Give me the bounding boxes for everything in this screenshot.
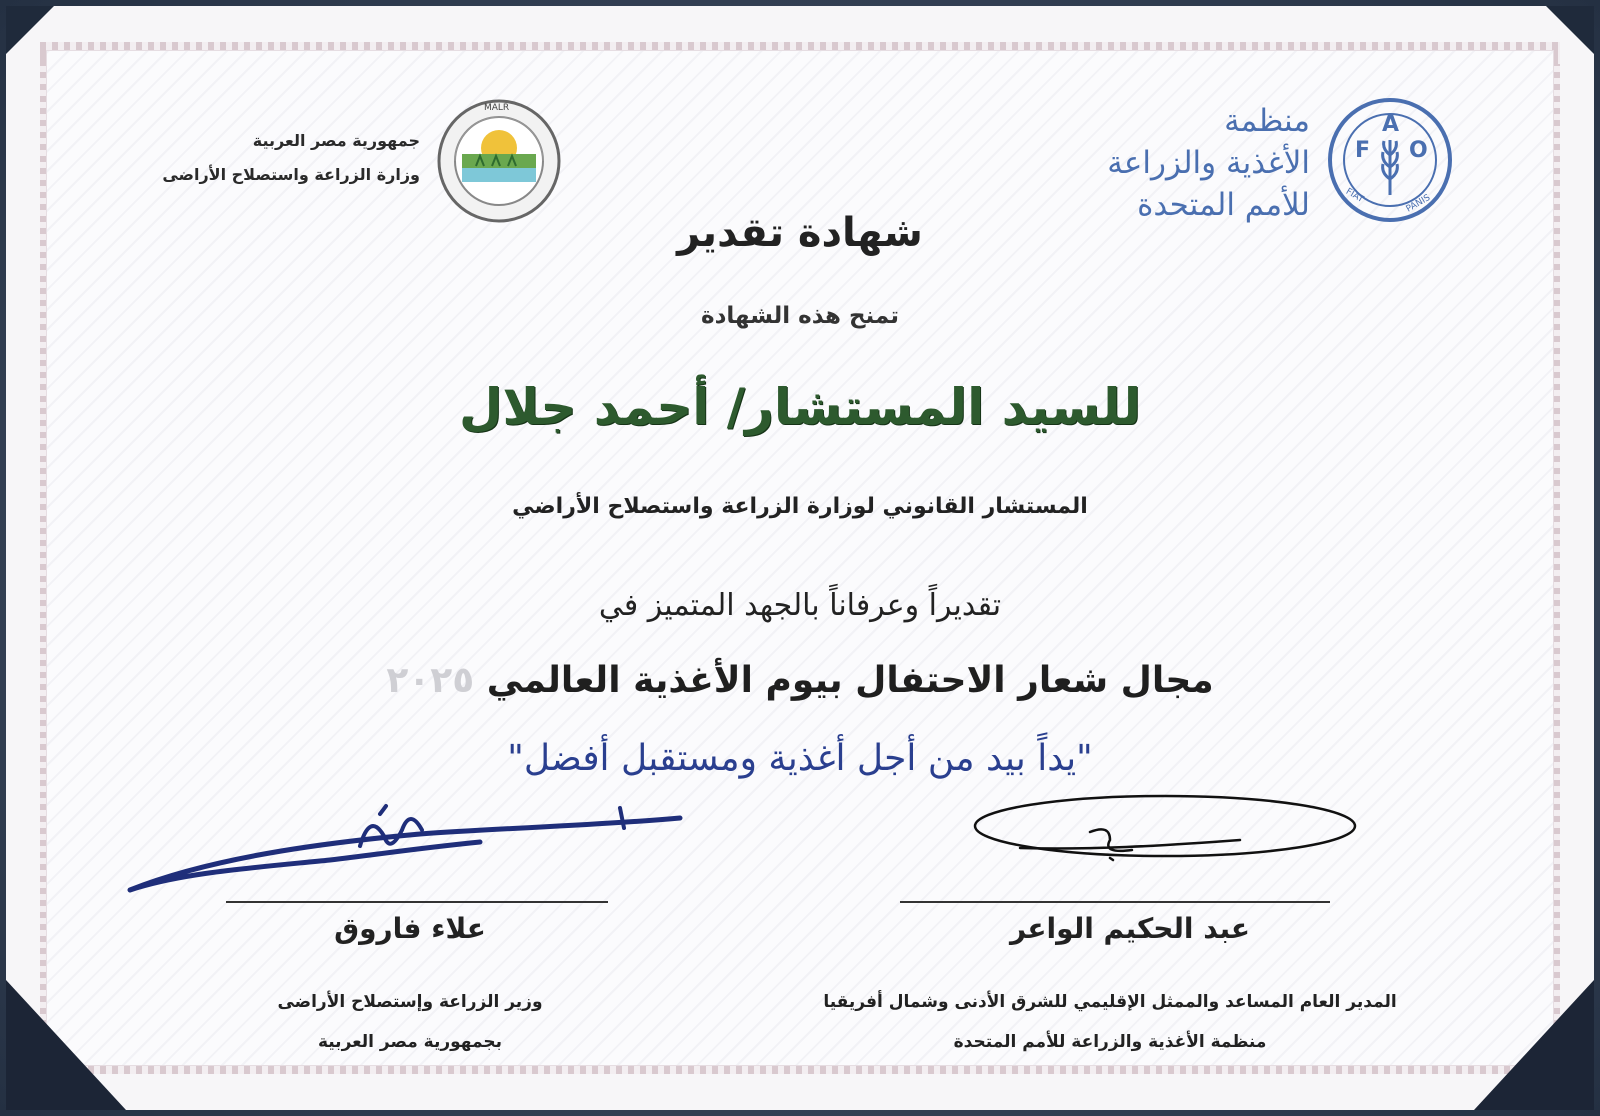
slogan: "يداً بيد من أجل أغذية ومستقبل أفضل" — [507, 738, 1093, 779]
fao-logo — [1325, 95, 1455, 225]
fao-name-line-1: منظمة — [1224, 103, 1310, 139]
frame-corner-top-right — [1546, 6, 1594, 54]
year-watermark: ٢٠٢٥ — [386, 660, 475, 701]
fao-name-line-3: للأمم المتحدة — [1137, 187, 1310, 223]
svg-text:O: O — [1409, 138, 1428, 163]
signatory-left-role — [240, 982, 580, 1062]
frame-corner-bottom-left — [6, 980, 126, 1110]
signatory-left-role-line-2: بجمهورية مصر العربية — [317, 1032, 503, 1052]
signature-left — [120, 798, 700, 898]
signature-line-right — [900, 901, 1330, 903]
svg-text:FIAT: FIAT — [1343, 186, 1366, 205]
recipient-position: المستشار القانوني لوزارة الزراعة واستصلاح الأراضي — [512, 494, 1088, 519]
ministry-name-line-1: جمهورية مصر العربية — [252, 131, 420, 150]
fao-name — [1080, 100, 1310, 226]
fao-name-line-2: الأغذية والزراعة — [1107, 145, 1310, 181]
appreciation-text: تقديراً وعرفاناً بالجهد المتميز في — [598, 588, 1002, 623]
svg-text:PANIS: PANIS — [1404, 192, 1433, 215]
field-text — [200, 660, 1400, 701]
field-description: مجال شعار الاحتفال بيوم الأغذية العالمي — [486, 660, 1214, 701]
signatory-right-role-line-2: منظمة الأغذية والزراعة للأمم المتحدة — [953, 1032, 1267, 1052]
frame-corner-top-left — [6, 6, 54, 54]
ministry-name — [120, 124, 420, 192]
frame-corner-bottom-right — [1474, 980, 1594, 1110]
grant-line: تمنح هذه الشهادة — [701, 303, 899, 329]
svg-text:MALR: MALR — [484, 103, 510, 113]
ministry-name-line-2: وزارة الزراعة واستصلاح الأراضى — [162, 165, 420, 184]
recipient-name: للسيد المستشار/ أحمد جلال — [459, 378, 1141, 436]
signatory-right-role-line-1: المدير العام المساعد والممثل الإقليمي للشرق الأدنى وشمال أفريقيا — [823, 992, 1397, 1012]
signatory-left-role-line-1: وزير الزراعة وإستصلاح الأراضى — [277, 992, 543, 1012]
signatory-right-name: عبد الحكيم الواعر — [1010, 912, 1250, 945]
svg-text:F: F — [1355, 138, 1371, 163]
signatory-right-role — [770, 982, 1450, 1062]
signature-right — [940, 788, 1360, 878]
signature-line-left — [226, 901, 608, 903]
svg-text:A: A — [1382, 112, 1400, 137]
signatory-left-name: علاء فاروق — [334, 912, 486, 945]
certificate-title: شهادة تقدير — [677, 210, 923, 256]
ministry-seal-logo — [432, 96, 566, 226]
